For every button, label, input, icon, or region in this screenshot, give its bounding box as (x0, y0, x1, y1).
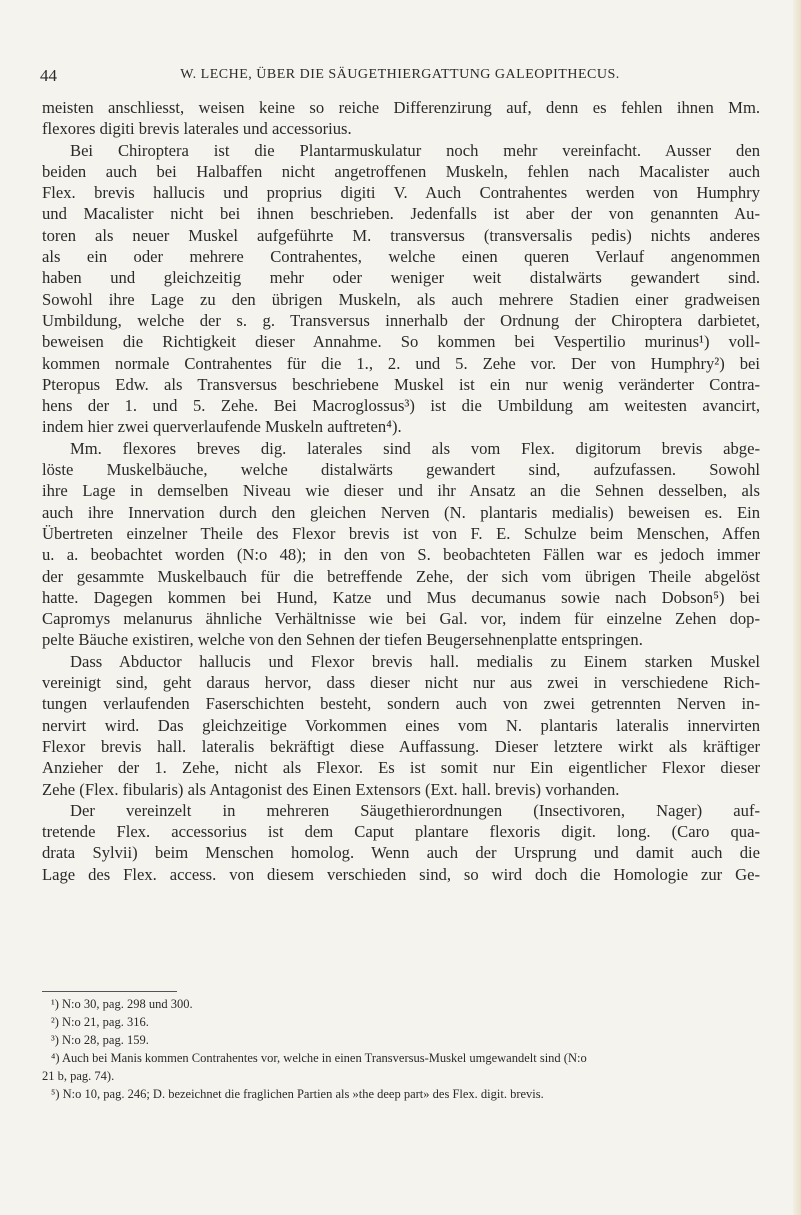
footnote-line: ²) N:o 21, pag. 316. (51, 1015, 149, 1029)
text-line: tungen verlaufenden Faserschichten besteht, sondern auch von zwei getrennten Nerven in- (42, 694, 760, 714)
text-line: Umbildung, welche der s. g. Transversus innerhalb der Ordnung der Chiroptera darbietet, (42, 310, 760, 330)
page-edge (793, 0, 801, 1215)
text-line: Dass Abductor hallucis und Flexor brevis hall. medialis zu Einem starken Muskel (70, 651, 760, 671)
footnote-line: ¹) N:o 30, pag. 298 und 300. (51, 997, 193, 1011)
body-text (42, 97, 760, 885)
text-line: pelte Bäuche existiren, welche von den Sehnen der tiefen Beugersehnenplatte entspringen. (42, 630, 643, 650)
footnotes (42, 995, 760, 1103)
text-line: hatte. Dagegen kommen bei Hund, Katze und Mus decumanus sowie nach Dobson⁵) bei (42, 587, 760, 607)
text-line: indem hier zwei querverlaufende Muskeln auftreten⁴). (42, 417, 402, 437)
text-line: Capromys melanurus ähnliche Verhältnisse wie bei Gal. vor, indem für einzelne Zehen dop- (42, 609, 760, 629)
text-line: meisten anschliesst, weisen keine so reiche Differenzirung auf, denn es fehlen ihnen Mm. (42, 98, 760, 117)
text-line: nervirt wird. Das gleichzeitige Vorkommen eines vom N. plantaris lateralis innervirten (42, 715, 760, 735)
footnote-line: ³) N:o 28, pag. 159. (51, 1033, 149, 1047)
footnote-line: ⁴) Auch bei Manis kommen Contrahentes vor, welche in einen Transversus-Muskel umgewandelt sind (N:o (51, 1051, 587, 1065)
page-header (40, 66, 760, 88)
text-line: der gesammte Muskelbauch für die betreffende Zehe, der sich vom übrigen Theile abgelöst (42, 566, 760, 586)
text-line: Sowohl ihre Lage zu den übrigen Muskeln, als auch mehrere Stadien einer gradweisen (42, 289, 760, 309)
page-number: 44 (40, 66, 57, 85)
text-line: haben und gleichzeitig mehr oder weniger weit distalwärts gewandert sind. (42, 268, 760, 288)
text-line: beiden auch bei Halbaffen nicht angetroffenen Muskeln, fehlen nach Macalister auch (42, 161, 760, 181)
text-line: Flexor brevis hall. lateralis bekräftigt diese Auffassung. Dieser letztere wirkt als kräftiger (42, 736, 760, 756)
footnote-line: 21 b, pag. 74). (42, 1069, 115, 1083)
text-line: Flex. brevis hallucis und proprius digiti V. Auch Contrahentes werden von Humphry (42, 183, 760, 203)
text-line: löste Muskelbäuche, welche distalwärts gewandert sind, aufzufassen. Sowohl (42, 460, 760, 480)
footnote-line: ⁵) N:o 10, pag. 246; D. bezeichnet die fraglichen Partien als »the deep part» des Flex. digit. brevis. (51, 1087, 544, 1101)
text-line: und Macalister nicht bei ihnen beschrieben. Jedenfalls ist aber der von genannten Au- (42, 204, 760, 224)
text-line: flexores digiti brevis laterales und accessorius. (42, 119, 352, 139)
text-line: toren als neuer Muskel aufgeführte M. transversus (transversalis pedis) nichts anderes (42, 225, 760, 245)
footnote-divider (42, 991, 177, 992)
text-line: Pteropus Edw. als Transversus beschriebene Muskel ist ein nur wenig veränderter Contra- (42, 374, 760, 394)
text-line: auch ihre Innervation durch den gleichen Nerven (N. plantaris medialis) beweisen es. Ein (42, 502, 760, 522)
text-line: Lage des Flex. access. von diesem verschieden sind, so wird doch die Homologie zur Ge- (42, 864, 760, 884)
text-line: drata Sylvii) beim Menschen homolog. Wenn auch der Ursprung und damit auch die (42, 843, 760, 863)
text-line: u. a. beobachtet worden (N:o 48); in den von S. beobachteten Fällen war es jedoch immer (42, 545, 760, 565)
text-line: tretende Flex. accessorius ist dem Caput plantare flexoris digit. long. (Caro qua- (42, 822, 760, 842)
text-line: kommen normale Contrahentes für die 1., 2. und 5. Zehe vor. Der von Humphry²) bei (42, 353, 760, 373)
text-line: Anzieher der 1. Zehe, nicht als Flexor. Es ist somit nur Ein eigentlicher Flexor dieser (42, 758, 760, 778)
text-line: Der vereinzelt in mehreren Säugethierordnungen (Insectivoren, Nager) auf- (70, 800, 760, 820)
text-line: ihre Lage in demselben Niveau wie dieser und ihr Ansatz an die Sehnen desselben, als (42, 481, 760, 501)
running-title: W. LECHE, ÜBER DIE SÄUGETHIERGATTUNG GALEOPITHECUS. (180, 67, 620, 82)
text-line: Übertreten einzelner Theile des Flexor brevis ist von F. E. Schulze beim Menschen, Affen (42, 523, 760, 543)
text-line: beweisen die Richtigkeit dieser Annahme. So kommen bei Vespertilio murinus¹) voll- (42, 332, 760, 352)
text-line: Zehe (Flex. fibularis) als Antagonist des Einen Extensors (Ext. hall. brevis) vorhanden. (42, 779, 620, 799)
text-line: hens der 1. und 5. Zehe. Bei Macroglossus³) ist die Umbildung am weitesten avancirt, (42, 396, 760, 416)
text-line: Bei Chiroptera ist die Plantarmuskulatur noch mehr vereinfacht. Ausser den (70, 140, 760, 160)
text-line: Mm. flexores breves dig. laterales sind als vom Flex. digitorum brevis abge- (70, 438, 760, 458)
text-line: vereinigt sind, geht daraus hervor, dass dieser nicht nur aus zwei in verschiedene Rich- (42, 673, 760, 693)
text-line: als ein oder mehrere Contrahentes, welche einen queren Verlauf angenommen (42, 247, 760, 267)
